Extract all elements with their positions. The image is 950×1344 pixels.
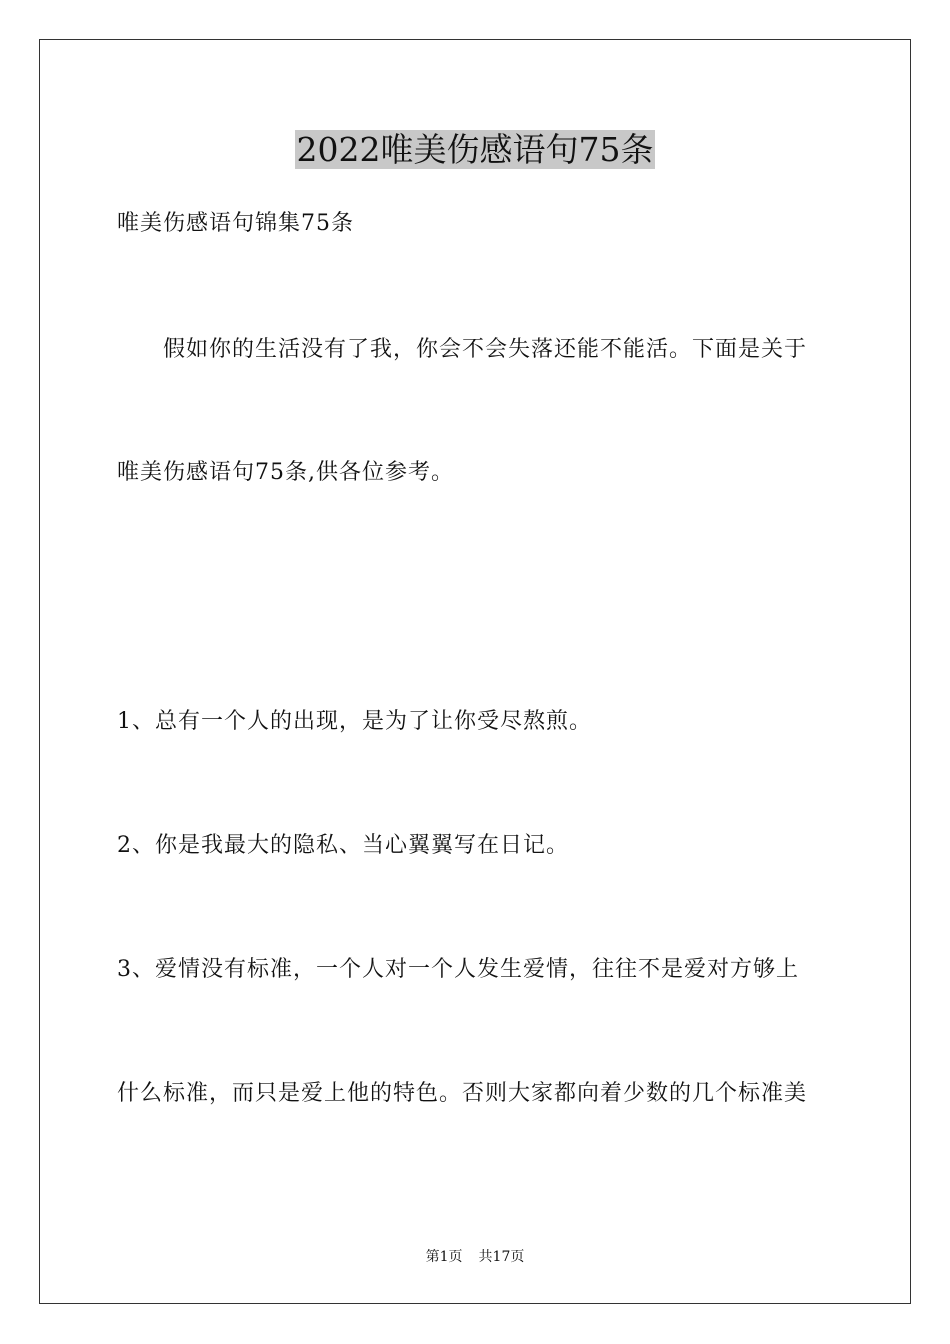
list-item-2: 2、你是我最大的隐私、当心翼翼写在日记。 [117,833,569,858]
list-item-1: 1、总有一个人的出现，是为了让你受尽熬煎。 [117,709,592,734]
page-number: 第1页 [425,1249,463,1265]
list-item-3-line-2: 什么标准，而只是爱上他的特色。否则大家都向着少数的几个标准美 [117,1081,808,1106]
document-subtitle: 唯美伤感语句锦集75条 [117,211,354,236]
page-footer [0,1247,950,1267]
list-item-3-line-1: 3、爱情没有标准，一个人对一个人发生爱情，往往不是爱对方够上 [117,957,799,982]
total-pages: 共17页 [478,1249,525,1265]
intro-paragraph-line-2: 唯美伤感语句75条,供各位参考。 [117,460,454,485]
document-title [0,126,950,174]
intro-paragraph-line-1: 假如你的生活没有了我，你会不会失落还能不能活。下面是关于 [163,337,808,362]
title-text: 2022唯美伤感语句75条 [296,130,654,169]
